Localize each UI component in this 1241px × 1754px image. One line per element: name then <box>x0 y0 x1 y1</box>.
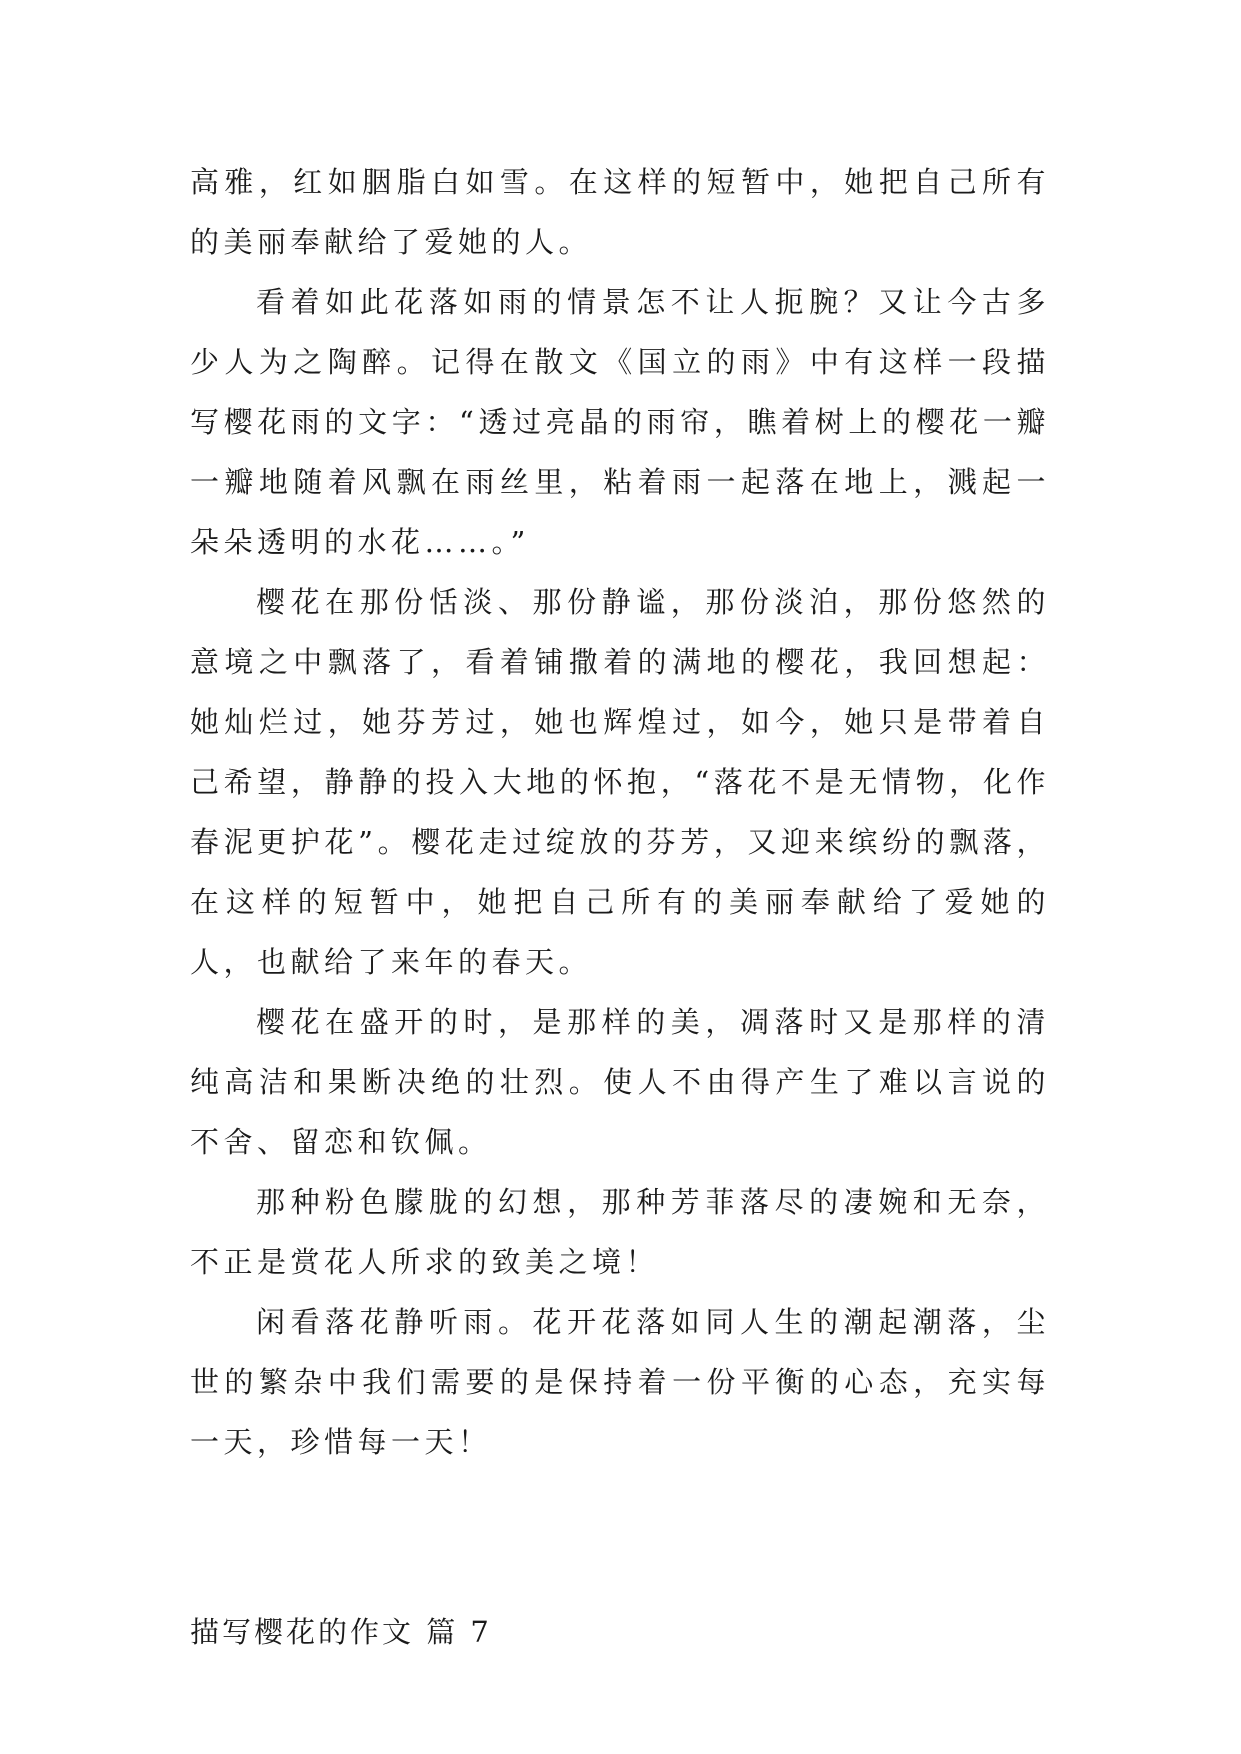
paragraph-3: 樱花在那份恬淡、那份静谧，那份淡泊，那份悠然的意境之中飘落了，看着铺撒着的满地的樱花，我回想起：她灿烂过，她芬芳过，她也辉煌过，如今，她只是带着自己希望，静静的投入大地的怀抱，“落花不是无情物，化作春泥更护花”。樱花走过绽放的芬芳，又迎来缤纷的飘落，在这样的短暂中，她把自己所有的美丽奉献给了爱她的人，也献给了来年的春天。 <box>190 585 1050 979</box>
section-title: 描写樱花的作文 篇 7 <box>190 1615 492 1649</box>
paragraph-2: 看着如此花落如雨的情景怎不让人扼腕？又让今古多少人为之陶醉。记得在散文《国立的雨》中有这样一段描写樱花雨的文字：“透过亮晶的雨帘，瞧着树上的樱花一瓣一瓣地随着风飘在雨丝里，粘着雨一起落在地上，溅起一朵朵透明的水花……。” <box>190 285 1050 559</box>
paragraph-6: 闲看落花静听雨。花开花落如同人生的潮起潮落，尘世的繁杂中我们需要的是保持着一份平衡的心态，充实每一天，珍惜每一天！ <box>190 1305 1050 1459</box>
paragraph-4: 樱花在盛开的时，是那样的美，凋落时又是那样的清纯高洁和果断决绝的壮烈。使人不由得产生了难以言说的不舍、留恋和钦佩。 <box>190 1005 1050 1159</box>
paragraph-5: 那种粉色朦胧的幻想，那种芳菲落尽的凄婉和无奈，不正是赏花人所求的致美之境！ <box>190 1185 1050 1279</box>
paragraph-1: 高雅，红如胭脂白如雪。在这样的短暂中，她把自己所有的美丽奉献给了爱她的人。 <box>190 165 1050 259</box>
document-body <box>190 152 1050 1472</box>
